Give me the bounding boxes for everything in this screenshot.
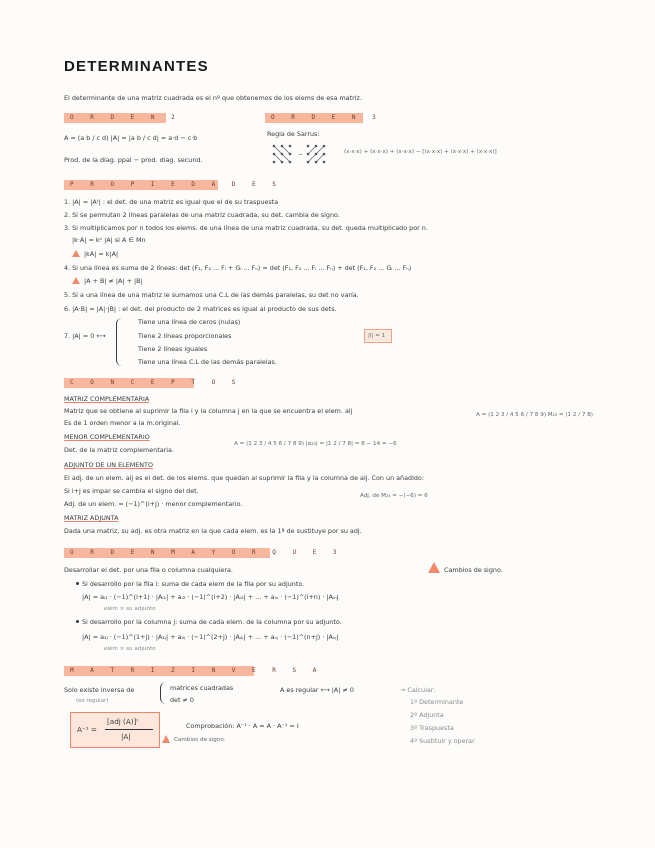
inversa-intro: Solo existe inversa de <box>64 686 135 694</box>
propiedad-2: 2. Si se permutan 2 líneas paralelas de una matriz cuadrada, su det. cambia de signo. <box>64 211 340 219</box>
zero-condition-4: Tiene una línea C.L de las demás paralelas. <box>138 358 277 366</box>
propiedad-4-note-text: |A + B| ≠ |A| + |B| <box>84 277 143 285</box>
propiedad-7: 7. |A| = 0 ⟷ <box>64 332 106 340</box>
zero-condition-3: Tiene 2 líneas iguales <box>138 345 208 353</box>
fraction-bar <box>105 729 153 730</box>
intro-text: El determinante de una matriz cuadrada es el nº que obtenemos de los elems de esa matriz. <box>64 94 362 102</box>
propiedad-3-formula: |k·A| = kⁿ |A| si A ∈ Mn <box>72 236 146 244</box>
col-formula: |A| = a₁ⱼ · (−1)^(1+j) · |A₁ⱼ| + a₂ⱼ · (−1)^(2+j) · |A₂ⱼ| + ... + aₙⱼ · (−1)^(n+j) · |Aₙⱼ| <box>82 633 339 641</box>
warning-icon <box>428 562 440 573</box>
matriz-complementaria-text1: Matriz que se obtiene al suprimir la fila i y la columna j en la que se encuentra el elem. aij <box>64 407 353 415</box>
menor-complementario-title: MENOR COMPLEMENTARIO <box>64 433 150 441</box>
col-title <box>76 618 342 626</box>
orden-mayor-warn-label: Cambios de signo. <box>444 566 503 574</box>
page-title: DETERMINANTES <box>64 58 209 75</box>
inversa-formula-numerator: [adj (A)]ᵗ <box>107 717 139 726</box>
brace-icon <box>116 318 125 366</box>
inversa-warn-label: Cambios de signo. <box>174 737 226 743</box>
inversa-steps-title: → Calcular: <box>400 686 436 694</box>
matriz-complementaria-title: MATRIZ COMPLEMENTARIA <box>64 395 150 403</box>
inversa-step-2: 2º Adjunta <box>410 711 444 719</box>
inversa-step-1: 1º Determinante <box>410 698 464 706</box>
warning-icon <box>72 277 80 284</box>
section-propiedades-header: P R O P I E D A D E S <box>64 180 218 190</box>
inversa-regular: A es regular ⟷ |A| ≠ 0 <box>280 686 354 694</box>
warning-icon <box>162 735 170 743</box>
propiedad-6: 6. |A·B| = |A|·|B| : el det. del producto de 2 matrices es igual al producto de sus dets. <box>64 305 337 313</box>
inversa-step-3: 3º Traspuesta <box>410 724 454 732</box>
inversa-cond-2: det ≠ 0 <box>170 696 194 704</box>
section-inversa-header: M A T R I Z I N V E R S A <box>64 666 254 676</box>
inversa-comprobacion: Comprobación: A⁻¹ · A = A · A⁻¹ = I <box>186 722 299 730</box>
identity-note-box <box>364 329 392 343</box>
inversa-cond-1: matrices cuadradas <box>170 684 234 692</box>
propiedad-1: 1. |A| = |Aᵗ| : el det. de una matriz es igual que el de su traspuesta <box>64 198 279 206</box>
adjunto-text1: El adj. de un elem. aij es el det. de los elems. que quedan al suprimir la fila y la columna de aij. Con un añadido: <box>64 474 424 482</box>
section-orden-3-header: O R D E N 3 <box>265 113 363 123</box>
fila-title-text: Si desarrollo por la fila i: suma de cada elem de la fila por su adjunto. <box>82 580 305 588</box>
propiedad-5: 5. Si a una línea de una matriz le sumamos una C.L de las demás paralelas, su det no varía. <box>64 291 359 299</box>
adjunto-text2: Si i+j es impar se cambia el signo del det. <box>64 487 199 495</box>
brace-icon <box>160 682 167 704</box>
menor-complementario-example: A = (1 2 3 / 4 5 6 / 7 8 9) |α₂₃| = |1 2 / 7 8| = 8 − 14 = −6 <box>234 441 397 447</box>
section-orden-2-header: O R D E N 2 <box>64 113 166 123</box>
sarrus-formula: (x·x·x) + (x·x·x) + (x·x·x) − [(x·x·x) + (x·x·x) + (x·x·x)] <box>344 149 497 155</box>
propiedad-3: 3. Si multiplicamos por n todos los elems. de una línea de una matriz cuadrada, su det. queda multiplicado por n. <box>64 224 428 232</box>
fila-title <box>76 580 304 588</box>
inversa-formula-denominator: |A| <box>121 732 131 741</box>
orden-2-note: Prod. de la diag. ppal − prod. diag. secund. <box>64 156 203 164</box>
svg-text:−: − <box>298 151 304 158</box>
matriz-adjunta-text: Dada una matriz, su adj. es otra matriz en la que cada elem. es la 1ª de sustituye por su adj. <box>64 527 362 535</box>
propiedad-3-note-text: |kA| = k|A| <box>84 250 119 258</box>
matriz-adjunta-title: MATRIZ ADJUNTA <box>64 514 119 522</box>
propiedad-4: 4. Si una línea es suma de 2 líneas: det (F₁, F₂ ... Fᵢ + Gᵢ ... Fₙ) = det (F₁, F₂ ... Fᵢ ... Fₙ) + det (F₁, F₂ ... Gᵢ ... Fₙ) <box>64 264 412 272</box>
propiedad-4-note <box>72 276 143 285</box>
warning-icon <box>72 250 80 257</box>
inversa-formula-box <box>70 712 160 748</box>
matriz-complementaria-text2: Es de 1 orden menor a la m.original. <box>64 419 181 427</box>
fila-caption: elem × su adjunto <box>104 606 156 612</box>
section-orden-mayor-header: O R D E N M A Y O R Q U E 3 <box>64 548 270 558</box>
col-caption: elem × su adjunto <box>104 646 156 652</box>
adjunto-title: ADJUNTO DE UN ELEMENTO <box>64 461 153 469</box>
identity-note: |I| = 1 <box>368 333 386 339</box>
bullet-icon <box>76 620 79 623</box>
col-title-text: Si desarrollo por la columna j: suma de cada elem. de la columna por su adjunto. <box>82 618 342 626</box>
adjunto-text3: Adj. de un elem. = (−1)^(i+j) · menor complementario. <box>64 500 243 508</box>
sarrus-diagram <box>268 142 332 166</box>
menor-complementario-text: Det. de la matriz complementaria. <box>64 446 174 454</box>
fila-formula: |A| = aᵢ₁ · (−1)^(i+1) · |Aᵢ₁| + aᵢ₂ · (−1)^(i+2) · |Aᵢ₂| + ... + aᵢₙ · (−1)^(i+n) · |Aᵢₙ| <box>82 593 339 601</box>
bullet-icon <box>76 582 79 585</box>
orden-mayor-intro: Desarrollar el det. por una fila o columna cualquiera. <box>64 566 233 574</box>
zero-condition-1: Tiene una línea de ceros (nulas) <box>138 318 241 326</box>
adjunto-example: Adj. de M₂₃ = −(−6) = 6 <box>360 493 428 499</box>
inversa-step-4: 4º Sustituir y operar <box>410 737 475 745</box>
sarrus-label: Regla de Sarrus: <box>267 130 320 138</box>
matriz-complementaria-example: A = (1 2 3 / 4 5 6 / 7 8 9) M₂₃ = (1 2 / 7 8) <box>476 412 593 418</box>
inversa-intro-sub: (es regular) <box>76 698 109 704</box>
propiedad-3-note <box>72 249 118 258</box>
inversa-formula-lhs: A⁻¹ = <box>77 725 97 734</box>
section-conceptos-header: C O N C E P T O S <box>64 378 194 388</box>
zero-condition-2: Tiene 2 líneas proporcionales <box>138 332 232 340</box>
orden-2-formula: A = (a b / c d) |A| = |a b / c d| = a·d − c·b <box>64 134 198 142</box>
